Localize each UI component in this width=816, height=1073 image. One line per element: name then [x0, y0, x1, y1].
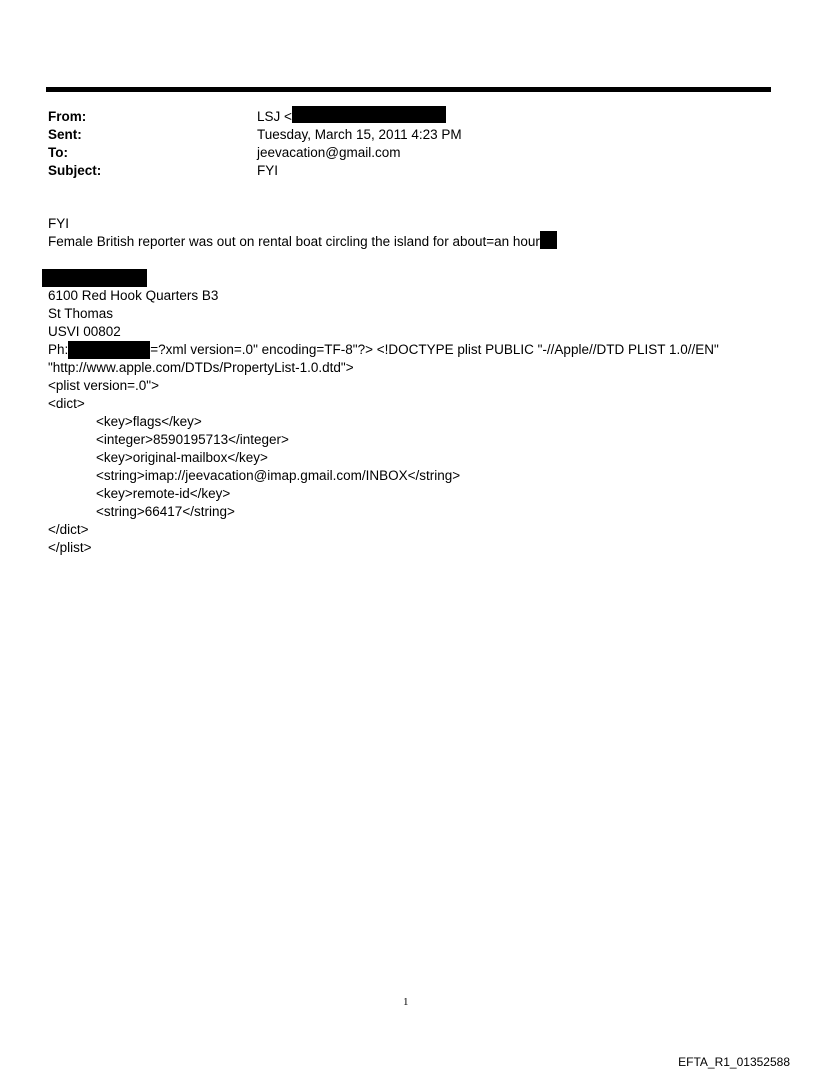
- address-line-2: St Thomas: [48, 306, 114, 321]
- from-email-redaction: [292, 106, 446, 123]
- to-value: jeevacation@gmail.com: [257, 145, 401, 160]
- body-line-message: [48, 233, 557, 251]
- page-number: 1: [403, 996, 409, 1008]
- body-line-fyi: FYI: [48, 216, 70, 231]
- dict-open-line: <dict>: [48, 396, 85, 411]
- key-mailbox-line: <key>original-mailbox</key>: [96, 450, 268, 465]
- subject-value: FYI: [257, 163, 279, 178]
- message-text: Female British reporter was out on rental boat circling the island for about=an hour: [48, 234, 540, 249]
- dict-close-line: </dict>: [48, 522, 89, 537]
- plist-open-line: <plist version=.0">: [48, 378, 159, 393]
- phone-tail: =?xml version=.0" encoding=TF-8"?> <!DOCTYPE plist PUBLIC "-//Apple//DTD PLIST 1.0//EN": [150, 342, 719, 357]
- string-remote-line: <string>66417</string>: [96, 504, 235, 519]
- to-label: To:: [48, 145, 68, 160]
- signature-name-redaction: [42, 269, 147, 287]
- phone-label: Ph:: [48, 342, 69, 357]
- phone-line: [48, 341, 719, 359]
- dtd-url-line: "http://www.apple.com/DTDs/PropertyList-1.0.dtd">: [48, 360, 354, 375]
- from-label: From:: [48, 109, 87, 124]
- sent-label: Sent:: [48, 127, 82, 142]
- sent-value: Tuesday, March 15, 2011 4:23 PM: [257, 127, 462, 142]
- from-name: LSJ <: [257, 109, 292, 124]
- phone-redaction: [68, 341, 150, 359]
- message-redaction: [540, 231, 557, 249]
- key-flags-line: <key>flags</key>: [96, 414, 202, 429]
- subject-label: Subject:: [48, 163, 102, 178]
- plist-close-line: </plist>: [48, 540, 92, 555]
- string-mailbox-line: <string>imap://jeevacation@imap.gmail.com/INBOX</string>: [96, 468, 461, 483]
- key-remote-line: <key>remote-id</key>: [96, 486, 231, 501]
- address-line-1: 6100 Red Hook Quarters B3: [48, 288, 219, 303]
- from-value: [257, 108, 446, 126]
- integer-flags-line: <integer>8590195713</integer>: [96, 432, 289, 447]
- address-line-3: USVI 00802: [48, 324, 121, 339]
- header-rule: [46, 87, 771, 92]
- bates-number: EFTA_R1_01352588: [678, 1055, 790, 1069]
